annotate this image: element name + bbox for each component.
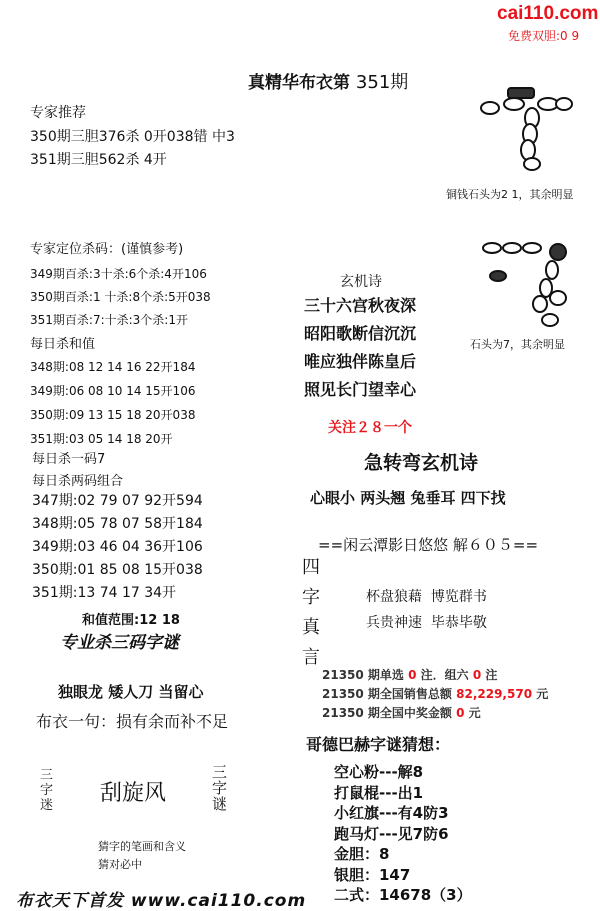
sizi-char: 言 — [302, 647, 320, 668]
results-block — [322, 666, 548, 723]
position-kill-line: 350期百杀:1 十杀:8个杀:5开038 — [30, 290, 211, 304]
godel-line: 跑马灯---见7防6 — [334, 824, 449, 843]
title-issue: 351期 — [355, 72, 409, 93]
daily-kill-one: 每日杀一码7 — [32, 452, 106, 467]
daily-sum-line: 351期:03 05 14 18 20开 — [30, 432, 173, 446]
daily-sum-line: 348期:08 12 14 16 22开184 — [30, 360, 196, 374]
result-row: 21350 期全国中奖金额 0 元 — [322, 706, 481, 720]
poem-line: 照见长门望幸心 — [304, 380, 417, 399]
combo-line: 347期:02 79 07 92开594 — [32, 493, 203, 509]
poem-line: 昭阳歌断信沉沉 — [304, 324, 417, 343]
sum-range: 和值范围:12 18 — [82, 613, 180, 628]
turn-title: 急转弯玄机诗 — [364, 452, 479, 474]
coin-chain-puzzle-2 — [480, 238, 580, 328]
sizi-char: 真 — [302, 617, 320, 638]
combo-heading: 每日杀两码组合 — [32, 474, 124, 489]
guess-line: 猜对必中 — [98, 858, 142, 871]
poem-line: 唯应独伴陈皇后 — [304, 352, 417, 371]
zimi-label-right: 三字谜 — [212, 763, 228, 813]
xuanji-poem — [304, 292, 416, 404]
coin-chain-puzzle-1 — [470, 82, 590, 172]
zimi-label-left: 三字迷 — [40, 768, 54, 813]
free-pick: 免费双胆:0 9 — [508, 29, 580, 43]
xuanji-label: 玄机诗 — [340, 274, 382, 290]
godel-title: 哥德巴赫字谜猜想： — [306, 735, 451, 754]
daily-sum-line: 349期:06 08 10 14 15开106 — [30, 384, 196, 398]
position-kill-lines — [30, 263, 211, 332]
expert-line: 351期三胆562杀 4开 — [30, 152, 167, 168]
godel-lines — [334, 762, 472, 906]
title-main: 真精华布衣第 — [248, 73, 350, 93]
footer-banner: 布衣天下首发 www.cai110.com — [16, 891, 307, 911]
riddle3-text: 独眼龙 矮人刀 当留心 — [58, 683, 204, 701]
poem-line: 三十六宫秋夜深 — [304, 296, 417, 315]
expert-heading: 专家推荐 — [30, 105, 86, 121]
position-kill-line: 351期百杀:7:十杀:3个杀:1开 — [30, 313, 188, 327]
godel-line: 金胆：8 — [334, 845, 390, 863]
daily-sum-lines — [30, 355, 195, 451]
position-kill-heading: 专家定位杀码：(谨慎参考) — [30, 242, 184, 257]
puzzle1-caption: 铜钱石头为2 1，其余明显 — [446, 188, 574, 201]
guess-line: 猜字的笔画和含义 — [98, 840, 186, 853]
turn-text: 心眼小 两头翘 兔垂耳 四下找 — [310, 489, 506, 507]
daily-sum-heading: 每日杀和值 — [30, 337, 96, 352]
combo-line: 348期:05 78 07 58开184 — [32, 516, 203, 532]
expert-line: 350期三胆376杀 0开038错 中3 — [30, 129, 235, 145]
attention-text: 关注２８一个 — [328, 420, 412, 436]
result-row: 21350 期单选 0 注．组六 0 注 — [322, 668, 498, 682]
sizi-char: 四 — [302, 557, 320, 578]
xianyun-line: ==闲云潭影日悠悠 解６０５== — [318, 536, 539, 554]
guess-lines — [98, 838, 186, 874]
godel-line: 银胆：147 — [334, 865, 411, 884]
page-title — [248, 68, 408, 94]
sizi-row-1: 杯盘狼藉 博览群书 — [366, 589, 487, 605]
combo-line: 349期:03 46 04 36开106 — [32, 539, 203, 555]
sizi-chars — [302, 553, 320, 673]
godel-line: 空心粉---解8 — [334, 763, 424, 781]
godel-line: 二式：14678（3） — [334, 886, 472, 904]
combo-line: 350期:01 85 08 15开038 — [32, 562, 203, 578]
riddle3-title: 专业杀三码字谜 — [60, 633, 179, 653]
sizi-row-2: 兵贵神速 毕恭毕敬 — [366, 615, 487, 631]
expert-lines — [30, 126, 235, 172]
zimi-answer: 刮旋风 — [100, 781, 167, 806]
puzzle2-caption: 石头为7，其余明显 — [470, 338, 565, 351]
combo-line: 351期:13 74 17 34开 — [32, 585, 177, 601]
godel-line: 打鼠棍---出1 — [334, 783, 424, 802]
buyi-sentence: 布衣一句：损有余而补不足 — [36, 712, 229, 731]
position-kill-line: 349期百杀:3十杀:6个杀:4开106 — [30, 267, 207, 281]
sizi-char: 字 — [302, 587, 320, 608]
site-logo: cai110.com — [497, 3, 599, 24]
result-row: 21350 期全国销售总额 82,229,570 元 — [322, 687, 549, 701]
combo-lines — [32, 490, 203, 605]
daily-sum-line: 350期:09 13 15 18 20开038 — [30, 408, 196, 422]
godel-line: 小红旗---有4防3 — [334, 804, 449, 822]
